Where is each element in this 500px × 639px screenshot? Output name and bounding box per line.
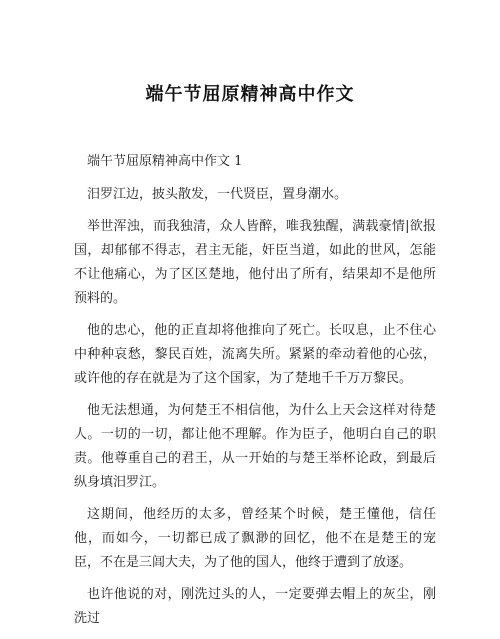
paragraph: 举世浑浊，而我独清，众人皆醉，唯我独醒，满载豪情|欲报国，却郁郁不得志，君主无能，奸臣当道，如此的世风，怎能不让他痛心，为了区区楚地，他付出了所有，结果却不是他所预料的。 (74, 219, 436, 306)
paragraph: 这期间，他经历的太多，曾经某个时候，楚王懂他，信任他，而如今，一切都已成了飘渺的回忆，他不在是楚王的宠臣，不在是三闾大夫，为了他的国人，他终于遭到了放逐。 (74, 507, 436, 570)
paragraph: 汨罗江边，披头散发，一代贤臣，置身潮水。 (87, 187, 348, 202)
paragraph: 也许他说的对，刚洗过头的人，一定要弹去帽上的灰尘，刚洗过 (74, 587, 436, 626)
document-title: 端午节屈原精神高中作文 (145, 84, 355, 105)
document-body (74, 150, 436, 639)
paragraph: 他无法想通，为何楚王不相信他，为什么上天会这样对待楚人。一切的一切，都让他不理解。作为臣子，他明白自己的职责。他尊重自己的君王，从一开始的与楚王举杯论政，到最后纵身填汨罗江。 (74, 403, 436, 490)
essay-heading: 端午节屈原精神高中作文 1 (87, 154, 243, 169)
paragraph: 他的忠心，他的正直却将他推向了死亡。长叹息，止不住心中种种哀愁，黎民百姓，流离失所。紧紧的牵动着他的心弦，或许他的存在就是为了这个国家，为了楚地千千万万黎民。 (74, 323, 436, 386)
